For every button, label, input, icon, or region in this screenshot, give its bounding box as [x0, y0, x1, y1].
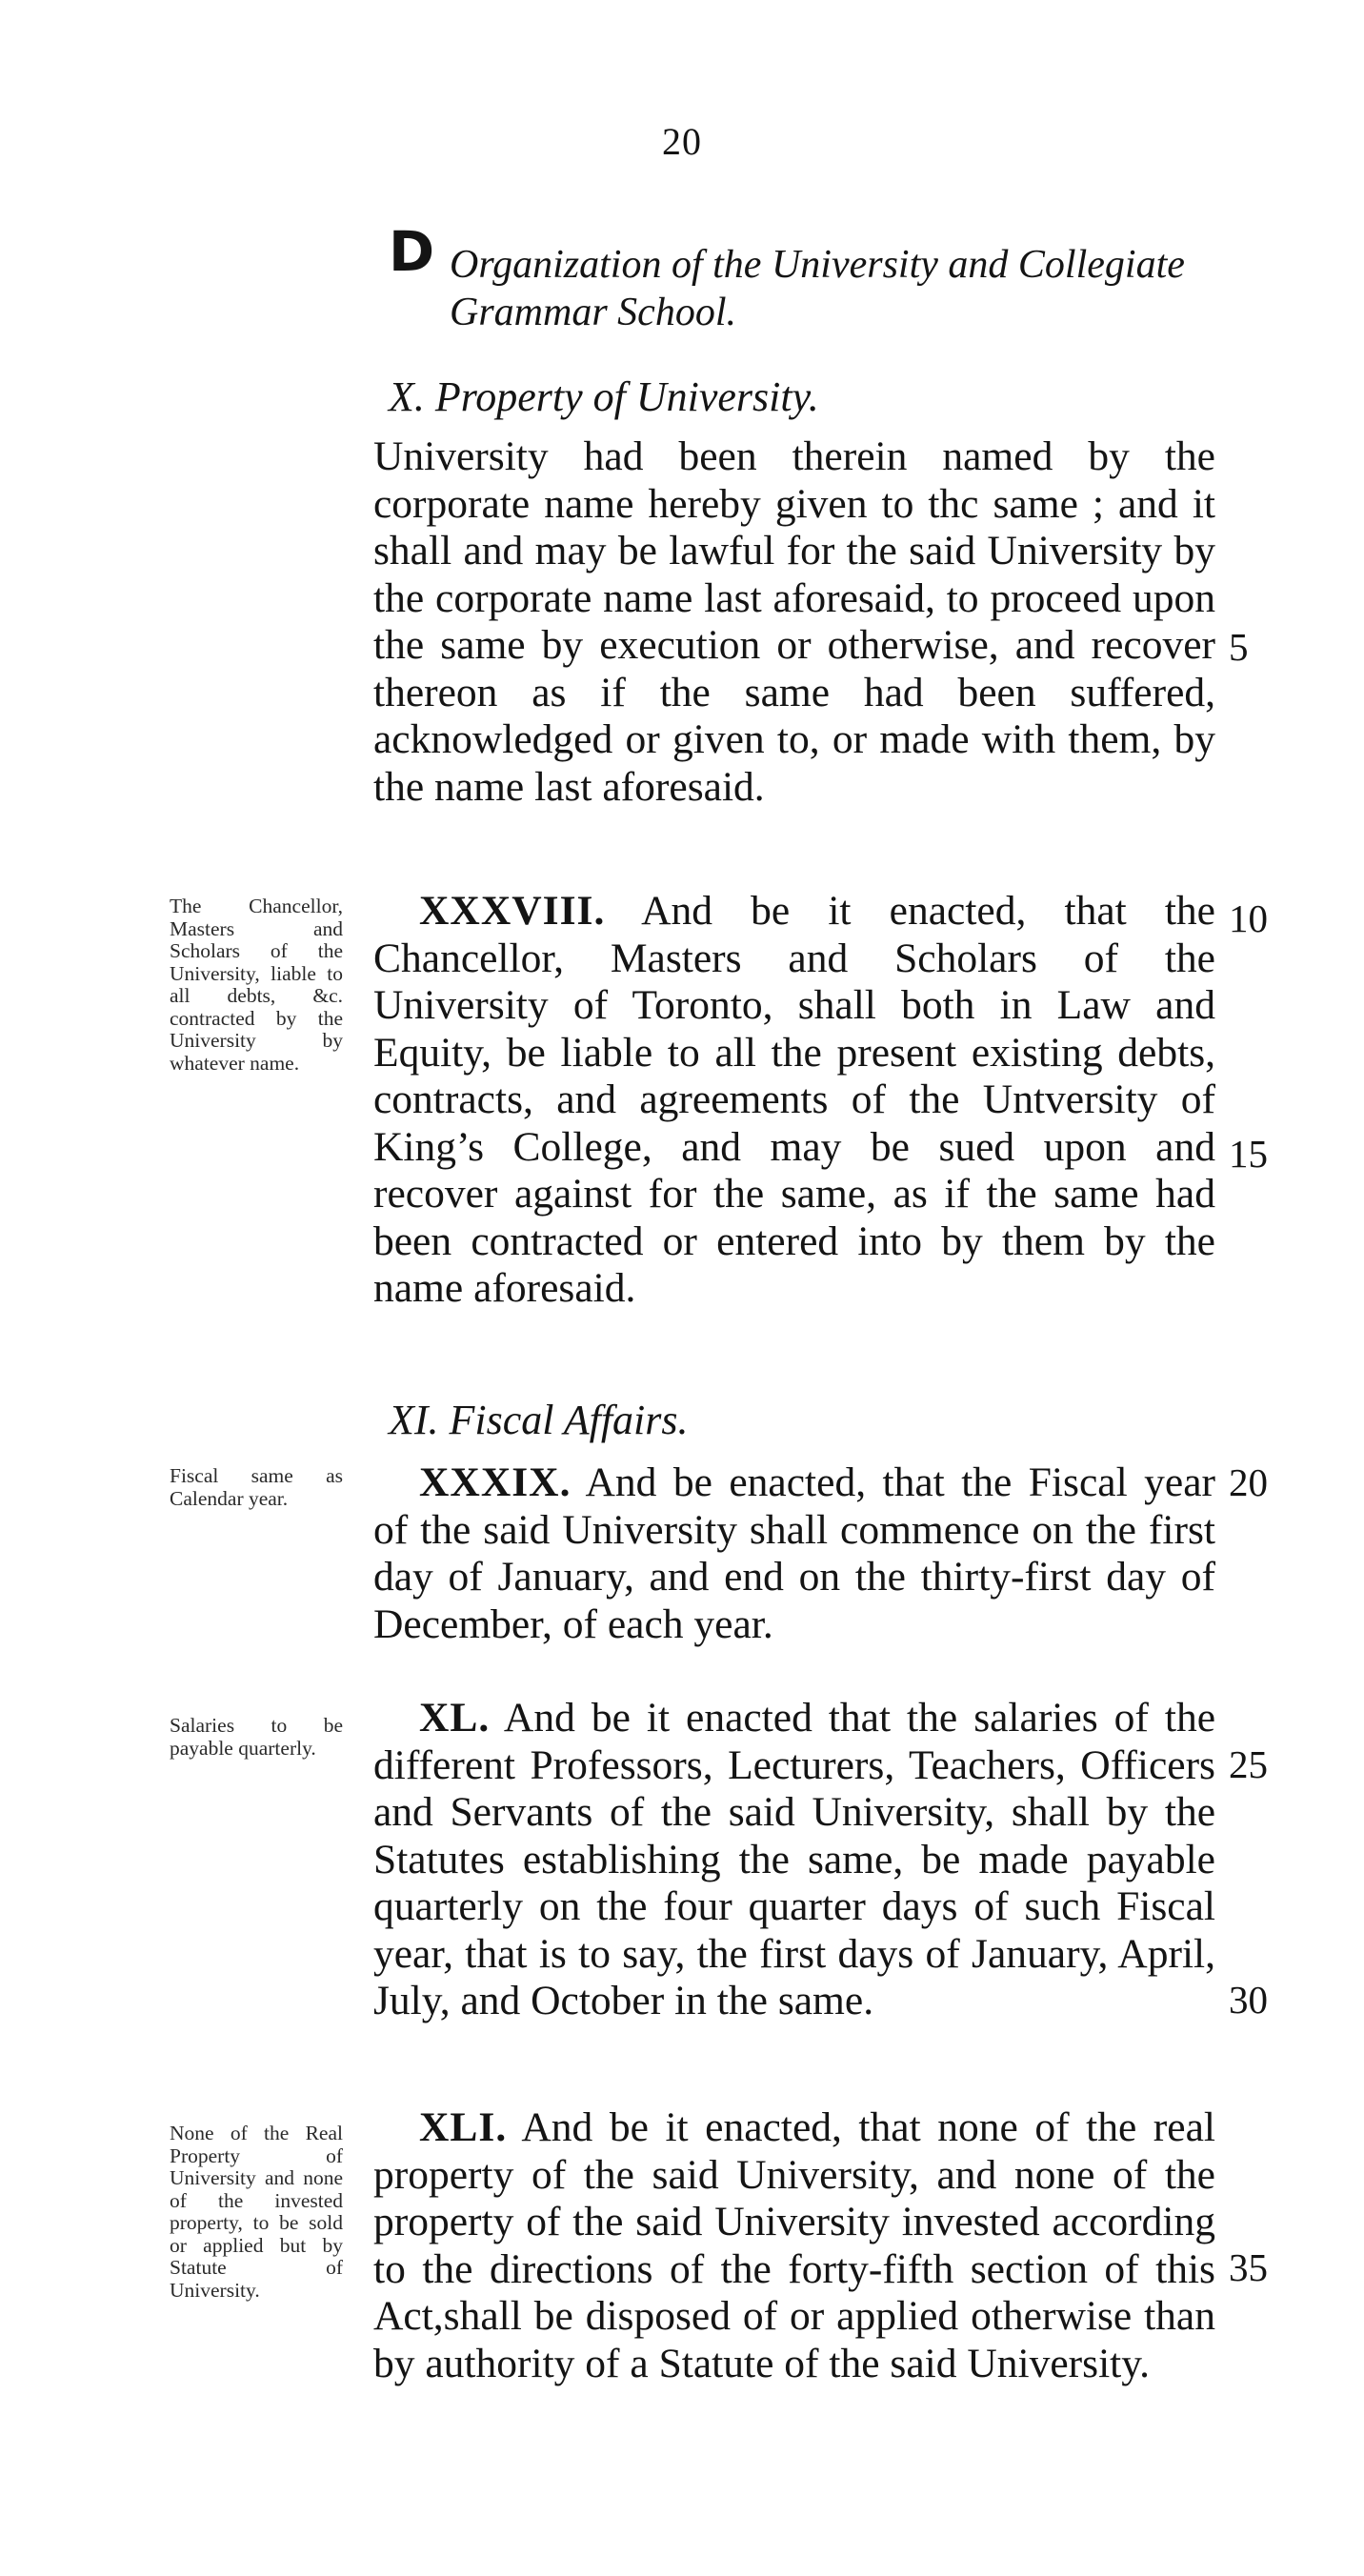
line-number-5: 5 — [1229, 625, 1249, 669]
sidenote-xxxix: Fiscal same as Calendar year. — [170, 1464, 343, 1510]
line-number-30: 30 — [1229, 1978, 1268, 2022]
sidenote-xli: None of the Real Property of University and none of the invested property, to be sold or applied but by Statute of University. — [170, 2122, 343, 2302]
line-number-15: 15 — [1229, 1132, 1268, 1176]
paragraph-xl — [373, 1695, 1215, 2025]
page-number: 20 — [662, 120, 702, 163]
section-number-xxxviii: XXXVIII. — [419, 888, 606, 934]
paragraph-xxxix — [373, 1459, 1215, 1648]
section-number-xli: XLI. — [419, 2104, 508, 2150]
section-heading-property: X. Property of University. — [389, 373, 819, 420]
paragraph-text-xl: And be it enacted that the salaries of the different Professors, Lecturers, Teachers, Officers and Servants of the said University, shall by the Statutes establishing the same, be made payable quarterly on the four quarter days of such Fiscal year, that is to say, the first days of January, April, July, and October in the same. — [373, 1695, 1215, 2023]
page-header — [389, 214, 1227, 336]
paragraph-text-xli: And be it enacted, that none of the real property of the said University, and none of the property of the said University invested according to the directions of the forty-fifth section of this Act,shall be disposed of or applied otherwise than by authority of a Statute of the said University. — [373, 2104, 1215, 2386]
line-number-35: 35 — [1229, 2245, 1268, 2289]
paragraph-text-xxxix: And be enacted, that the Fiscal year of the said University shall commence on the first day of January, and end on the thirty-first day of December, of each year. — [373, 1459, 1215, 1647]
header-title: Organization of the University and Collegiate Grammar School. — [450, 243, 1185, 334]
section-number-xxxix: XXXIX. — [419, 1459, 572, 1505]
paragraph-xli — [373, 2104, 1215, 2387]
header-mark: D — [389, 219, 435, 284]
sidenote-xl: Salaries to be payable quarterly. — [170, 1714, 343, 1760]
line-number-25: 25 — [1229, 1742, 1268, 1786]
section-number-xl: XL. — [419, 1695, 491, 1741]
paragraph-continuation: University had been therein named by the corporate name hereby given to thc same ; and it shall and may be lawful for the said University by the corporate name last aforesaid, to proceed upon the same by execution or otherwise, and recover thereon as if the same had been suffered, acknowledged or given to, or made with them, by the name last aforesaid. — [373, 433, 1215, 810]
section-heading-fiscal: XI. Fiscal Affairs. — [389, 1397, 689, 1443]
line-number-10: 10 — [1229, 896, 1268, 940]
sidenote-xxxviii: The Chancellor, Masters and Scholars of the University, liable to all debts, &c. contracted by the University by whatever name. — [170, 895, 343, 1075]
paragraph-xxxviii — [373, 888, 1215, 1313]
paragraph-text-xxxviii: And be it enacted, that the Chancellor, Masters and Scholars of the University of Toronto, shall both in Law and Equity, be liable to all the present existing debts, contracts, and agreements of the Untversity of King’s College, and may be sued upon and recover against for the same, as if the same had been contracted or entered into by them by the name aforesaid. — [373, 888, 1215, 1311]
line-number-20: 20 — [1229, 1460, 1268, 1504]
